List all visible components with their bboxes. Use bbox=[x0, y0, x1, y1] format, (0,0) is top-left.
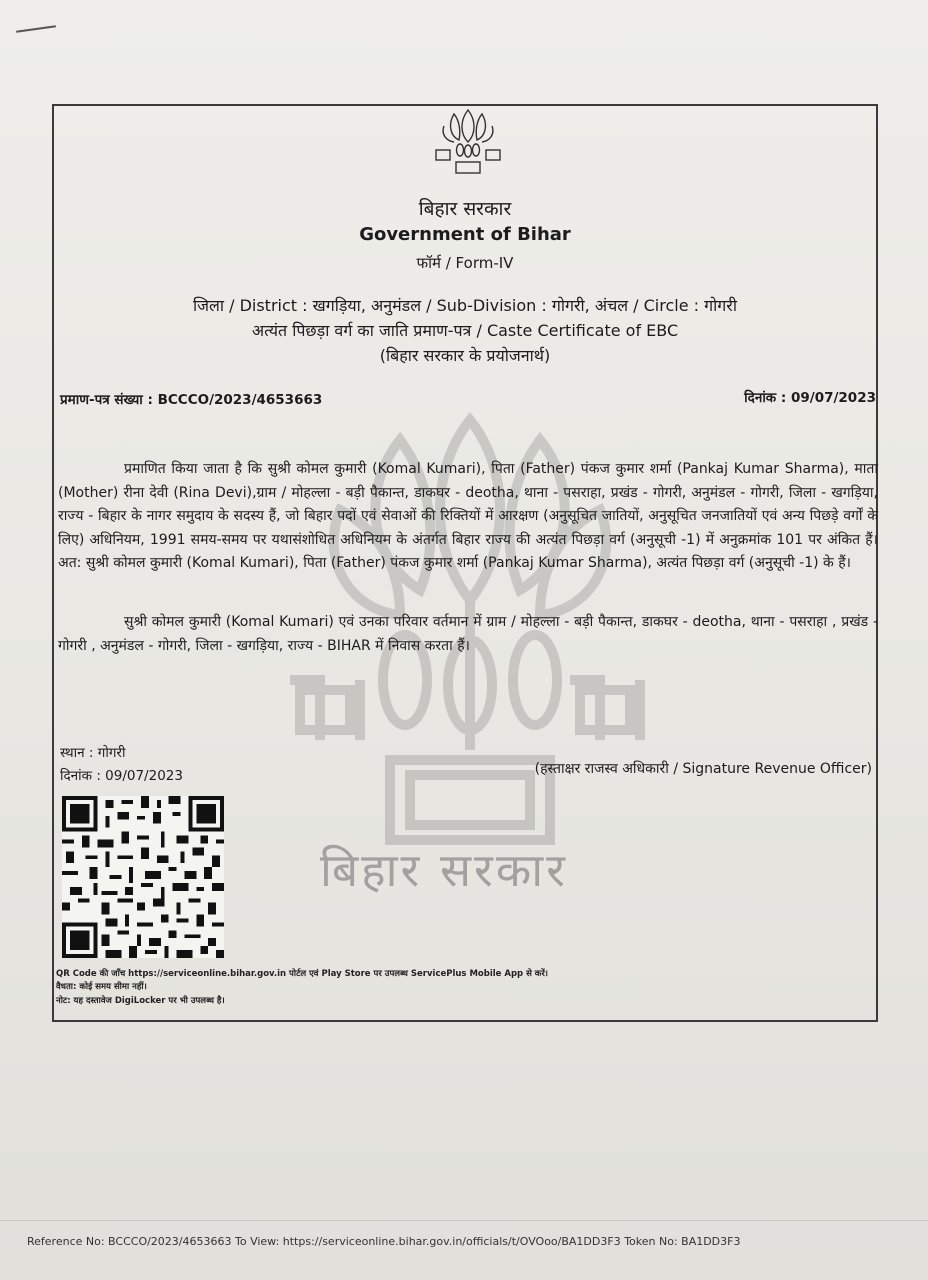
title-hindi: बिहार सरकार bbox=[418, 198, 512, 220]
certification-paragraph: प्रमाणित किया जाता है कि सुश्री कोमल कुमारी (Komal Kumari), पिता (Father) पंकज कुमार शर्मा (Pankaj Kumar Sharma), माता (Mother) रीना देवी (Rina Devi),ग्राम / मोहल्ला - बड़ी पैकान्त, डाकघर - deotha, थाना - पसराहा, प्रखंड - गोगरी, अनुमंडल - गोगरी, जिला - खगड़िया, राज्य - बिहार के नागर समुदाय के सदस्य हैं, जो बिहार पदों एवं सेवाओं की रिक्तियों में आरक्षण (अनुसूचित जातियों, अनुसूचित जनजातियों एवं अन्य पिछड़े वर्गों के लिए) अधिनियम, 1991 समय-समय पर यथासंशोधित अधिनियम के अंतर्गत बिहार राज्य की अत्यंत पिछड़ा वर्ग (अनुसूची -1) में अनुक्रमांक 101 पर अंकित हैं। अत: सुश्री कोमल कुमारी (Komal Kumari), पिता (Father) पंकज कुमार शर्मा (Pankaj Kumar Sharma), अत्यंत पिछड़ा वर्ग (अनुसूची -1) के हैं। bbox=[58, 461, 878, 571]
watermark-text: बिहार सरकार bbox=[320, 843, 568, 897]
place: स्थान : गोगरी bbox=[60, 745, 126, 761]
qr-code bbox=[62, 796, 224, 958]
validity-note: वैधता: कोई समय सीमा नहीं। bbox=[56, 982, 147, 992]
signature-label: (हस्ताक्षर राजस्व अधिकारी / Signature Revenue Officer) bbox=[534, 761, 872, 777]
title-english: Government of Bihar bbox=[359, 224, 571, 245]
reference-line: Reference No: BCCCO/2023/4653663 To View: https://serviceonline.bihar.gov.in/officials/t/OVOoo/BA1DD3F3 Token No: BA1DD3F3 bbox=[27, 1235, 741, 1248]
signed-date: दिनांक : 09/07/2023 bbox=[60, 768, 183, 784]
qr-verification-note: QR Code की जाँच https://serviceonline.bihar.gov.in पोर्टल एवं Play Store पर उपलब्ध ServicePlus Mobile App से करें। bbox=[56, 969, 549, 979]
digilocker-note: नोट: यह दस्तावेज DigiLocker पर भी उपलब्ध है। bbox=[56, 996, 225, 1006]
district-line: जिला / District : खगड़िया, अनुमंडल / Sub-Division : गोगरी, अंचल / Circle : गोगरी bbox=[193, 296, 737, 315]
certificate-number: प्रमाण-पत्र संख्या : BCCCO/2023/4653663 bbox=[60, 392, 323, 408]
footer-divider bbox=[0, 1220, 928, 1221]
certificate-type: अत्यंत पिछड़ा वर्ग का जाति प्रमाण-पत्र / Caste Certificate of EBC bbox=[251, 321, 679, 340]
form-label: फॉर्म / Form-IV bbox=[416, 254, 514, 272]
issue-date: दिनांक : 09/07/2023 bbox=[744, 390, 876, 406]
residence-paragraph: सुश्री कोमल कुमारी (Komal Kumari) एवं उनका परिवार वर्तमान में ग्राम / मोहल्ला - बड़ी पैकान्त, डाकघर - deotha, थाना - पसराहा , प्रखंड - गोगरी , अनुमंडल - गोगरी, जिला - खगड़िया, राज्य - BIHAR में निवास करता हैं। bbox=[58, 614, 878, 654]
bihar-emblem-icon bbox=[432, 108, 504, 176]
purpose-line: (बिहार सरकार के प्रयोजनार्थ) bbox=[379, 346, 551, 365]
